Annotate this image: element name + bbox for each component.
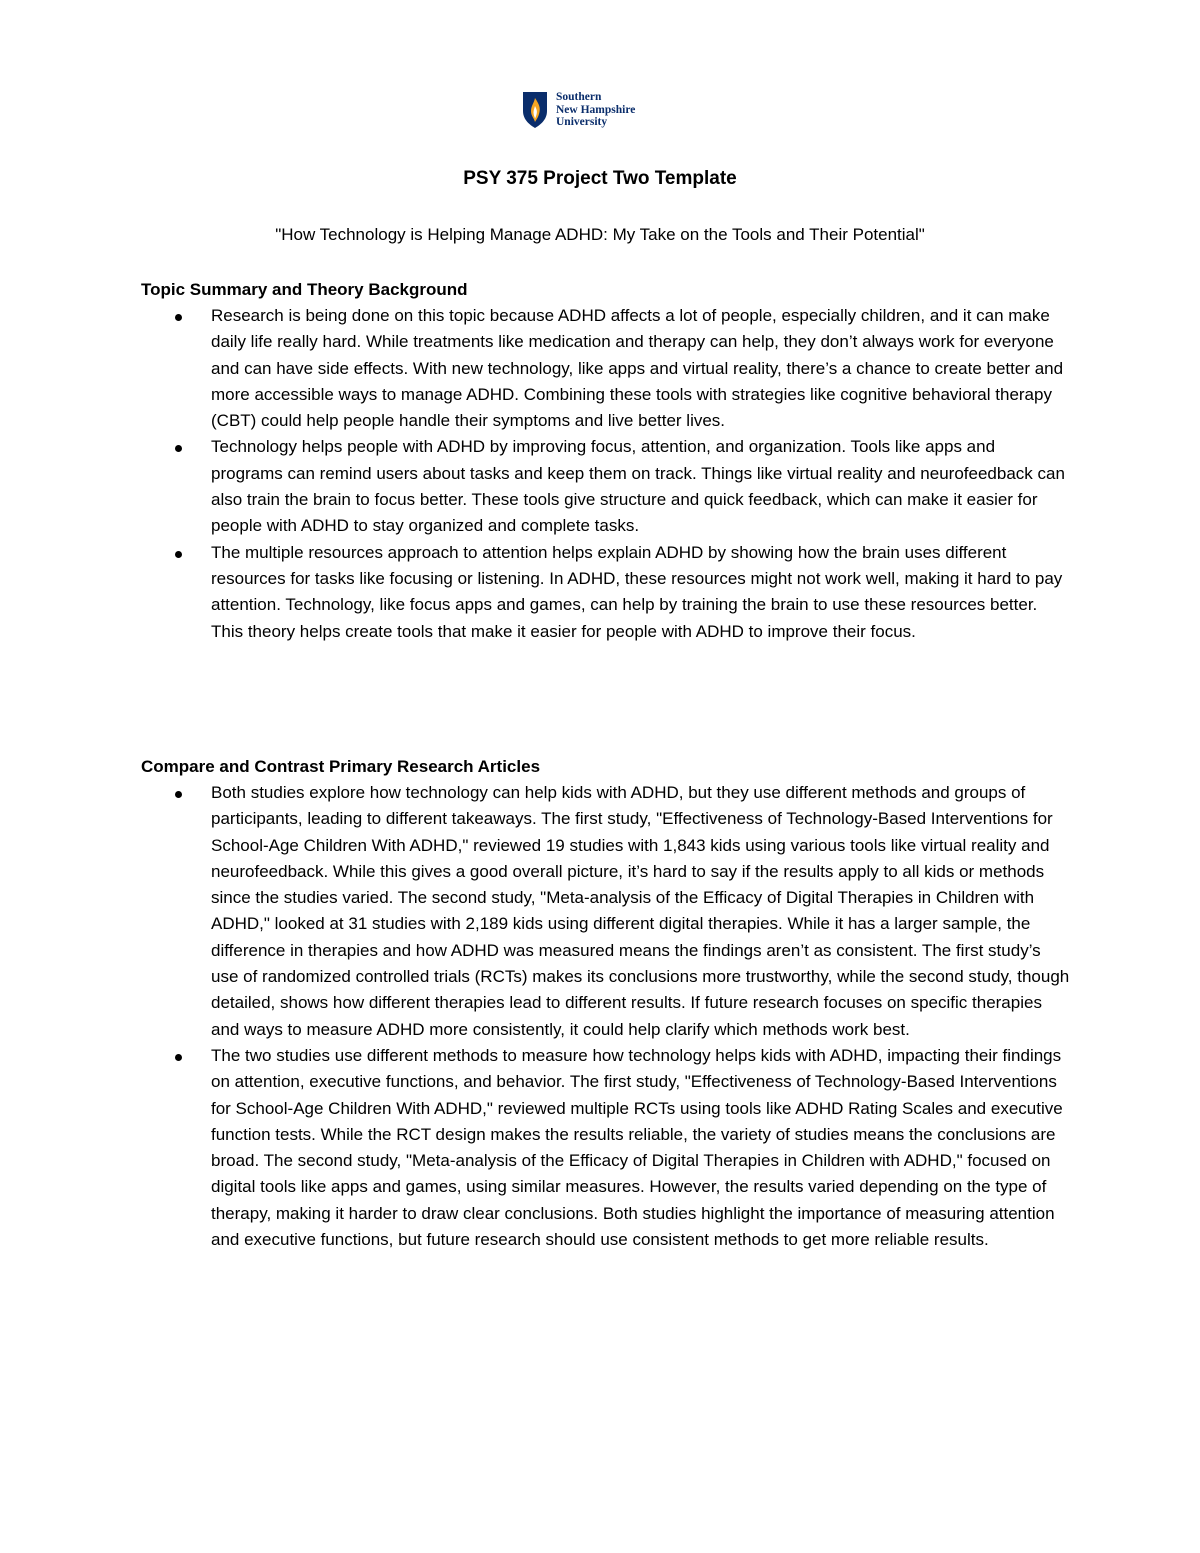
logo-line-3: University (556, 116, 608, 129)
section-heading: Compare and Contrast Primary Research Articles (141, 757, 541, 776)
bullet-text: The multiple resources approach to attention helps explain ADHD by showing how the brain uses different resources for tasks like focusing or listening. In ADHD, these resources might not work well, making it hard to pay attention. Technology, like focus apps and games, can help by training the brain to use these resources better. This theory helps create tools that make it easier for people with ADHD to improve their focus. (211, 542, 1063, 641)
section-topic-summary (141, 277, 1071, 645)
logo-line-1: Southern (556, 91, 602, 104)
bullet-text: The two studies use different methods to measure how technology helps kids with ADHD, impacting their findings on attention, executive functions, and behavior. The first study, "Effectiveness of Technology-Based Interventions for School-Age Children With ADHD," reviewed multiple RCTs using tools like ADHD Rating Scales and executive function tests. While the RCT design makes the results reliable, the variety of studies means the conclusions are broad. The second study, "Meta-analysis of the Efficacy of Digital Therapies in Children with ADHD," focused on digital tools like apps and games, using similar measures. However, the results varied depending on the type of therapy, making it harder to draw clear conclusions. Both studies highlight the importance of measuring attention and executive functions, but future research should use consistent methods to get more reliable results. (211, 1045, 1063, 1250)
university-logo (522, 86, 682, 134)
list-item (141, 303, 1071, 434)
bullet-text: Both studies explore how technology can help kids with ADHD, but they use different methods and groups of participants, leading to different takeaways. The first study, "Effectiveness of Technology-Based Interventions for School-Age Children With ADHD," reviewed 19 studies with 1,843 kids using various tools like virtual reality and neurofeedback. While this gives a good overall picture, it’s hard to say if the results apply to all kids or methods since the studies varied. The second study, "Meta-analysis of the Efficacy of Digital Therapies in Children with ADHD," looked at 31 studies with 2,189 kids using different digital therapies. While it has a larger sample, the difference in therapies and how ADHD was measured means the findings aren’t as consistent. The first study’s use of randomized controlled trials (RCTs) makes its conclusions more trustworthy, while the second study, though detailed, shows how different therapies lead to different results. If future research focuses on specific therapies and ways to measure ADHD more consistently, it could help clarify which methods work best. (211, 783, 1070, 1039)
bullet-text: Research is being done on this topic because ADHD affects a lot of people, especially children, and it can make daily life really hard. While treatments like medication and therapy can help, they don’t always work for everyone and can have side effects. With new technology, like apps and virtual reality, there’s a chance to create better and more accessible ways to manage ADHD. Combining these tools with strategies like cognitive behavioral therapy (CBT) could help people handle their symptoms and live better lives. (211, 306, 1064, 431)
bullet-list (141, 303, 1071, 645)
bullet-list (141, 780, 1071, 1253)
list-item (141, 1043, 1071, 1253)
document-subtitle: "How Technology is Helping Manage ADHD: My Take on the Tools and Their Potential" (275, 225, 925, 244)
bullet-icon (175, 445, 182, 452)
section-heading: Topic Summary and Theory Background (141, 280, 468, 299)
document-title: PSY 375 Project Two Template (463, 168, 737, 189)
bullet-icon (175, 1054, 182, 1061)
bullet-icon (175, 551, 182, 558)
list-item (141, 540, 1071, 645)
list-item (141, 434, 1071, 539)
logo-wordmark (556, 91, 635, 129)
shield-flame-icon (522, 91, 548, 129)
section-compare-contrast (141, 754, 1071, 1253)
bullet-text: Technology helps people with ADHD by improving focus, attention, and organization. Tools like apps and programs can remind users about tasks and keep them on track. Things like virtual reality and neurofeedback can also train the brain to focus better. These tools give structure and quick feedback, which can make it easier for people with ADHD to stay organized and complete tasks. (211, 437, 1065, 536)
list-item (141, 780, 1071, 1043)
bullet-icon (175, 791, 182, 798)
bullet-icon (175, 314, 182, 321)
logo-line-2: New Hampshire (556, 103, 636, 116)
